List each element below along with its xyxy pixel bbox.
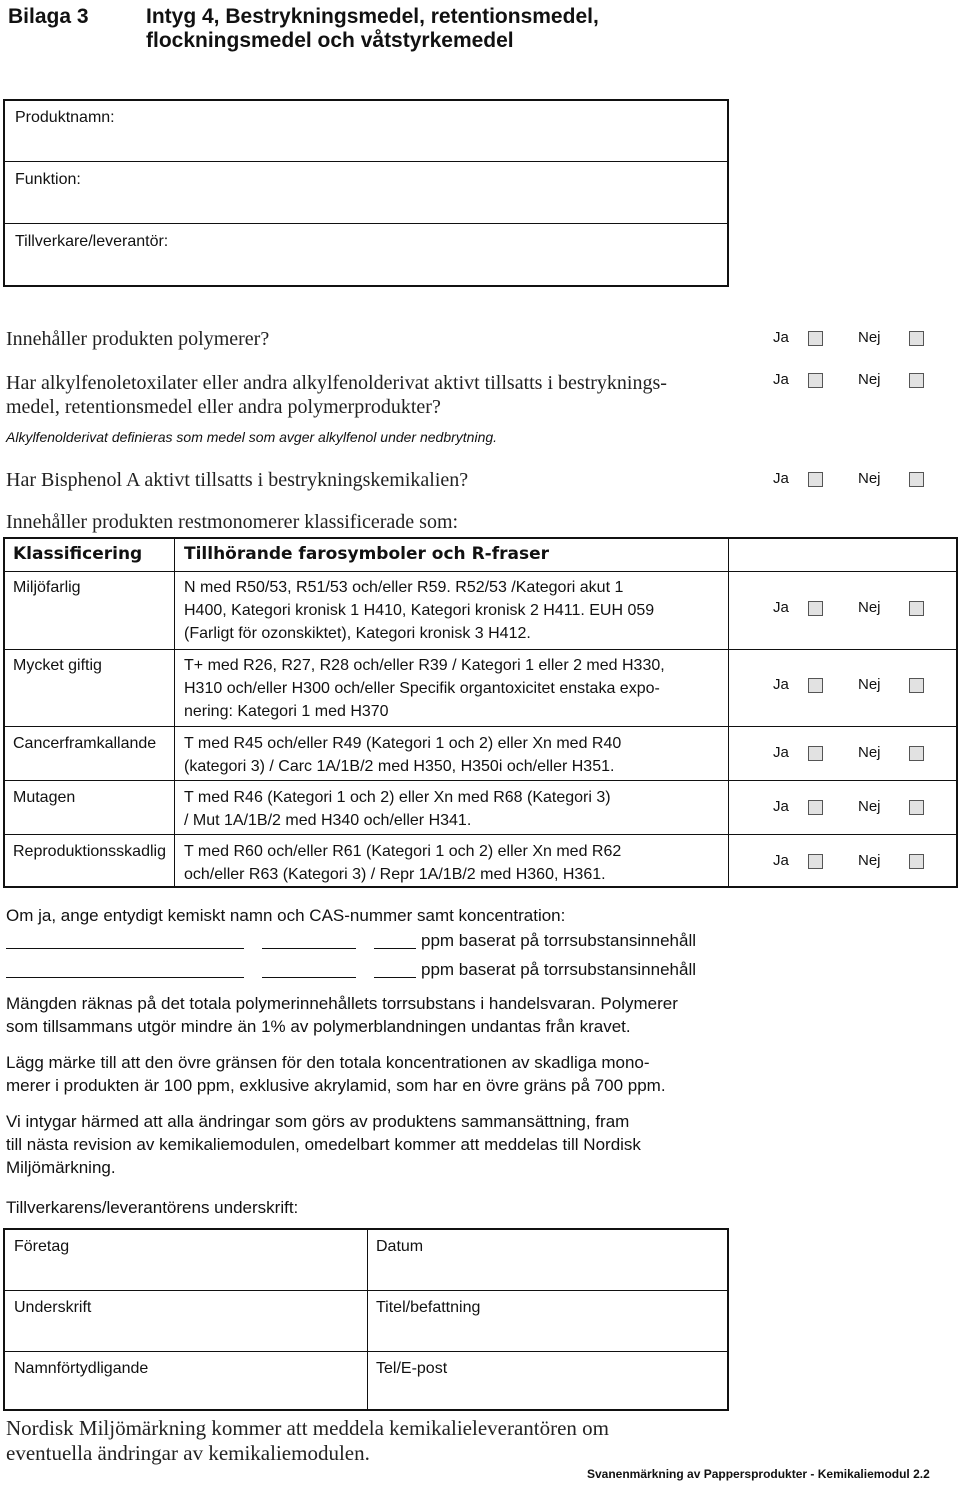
no-label: Nej (858, 329, 881, 346)
yes-label: Ja (773, 329, 789, 346)
column-header-symbols: Tillhörande farosymboler och R-fraser (184, 544, 549, 564)
chemical-name-field[interactable] (6, 948, 244, 949)
row-classification: Miljöfarlig (13, 579, 81, 596)
paragraph-line: Lägg märke till att den övre gränsen för den totala koncentrationen av skadliga mono- (6, 1053, 650, 1072)
alkylphenol-note: Alkylfenolderivat definieras som medel som avger alkylfenol under nedbrytning. (6, 429, 498, 445)
question-residual-monomers: Innehåller produkten restmonomerer klassificerade som: (6, 511, 459, 533)
row-classification: Mutagen (13, 789, 76, 806)
question-alkylphenol-line2: medel, retentionsmedel eller andra polymerprodukter? (6, 396, 441, 418)
yes-checkbox[interactable] (808, 373, 823, 388)
yes-checkbox[interactable] (808, 678, 823, 693)
appendix-label: Bilaga 3 (8, 5, 89, 28)
cas-prompt: Om ja, ange entydigt kemiskt namn och CAS-nummer samt koncentration: (6, 906, 566, 925)
row-text-line: nering: Kategori 1 med H370 (184, 703, 389, 720)
footer-note-line2: eventuella ändringar av kemikaliemodulen. (6, 1441, 370, 1465)
row-classification: Mycket giftig (13, 657, 102, 674)
product-name-field[interactable]: Produktnamn: (15, 109, 115, 126)
yes-label: Ja (773, 744, 789, 761)
paragraph-line: Miljömärkning. (6, 1158, 116, 1177)
no-checkbox[interactable] (909, 331, 924, 346)
chemical-name-field[interactable] (6, 977, 244, 978)
yes-checkbox[interactable] (808, 472, 823, 487)
row-text-line: / Mut 1A/1B/2 med H340 och/eller H341. (184, 812, 472, 829)
no-label: Nej (858, 852, 881, 869)
row-divider (5, 649, 956, 650)
phone-email-field[interactable]: Tel/E-post (376, 1360, 448, 1377)
row-text-line: (kategori 3) / Carc 1A/1B/2 med H350, H350i och/eller H351. (184, 758, 615, 775)
paragraph-line: Mängden räknas på det totala polymerinnehållets torrsubstans i handelsvaran. Polymerer (6, 994, 678, 1013)
row-divider (5, 1290, 727, 1291)
question-alkylphenol-line1: Har alkylfenoletoxilater eller andra alkylfenolderivat aktivt tillsatts i bestryknings- (6, 372, 667, 394)
row-divider (5, 834, 956, 835)
divider (5, 161, 727, 162)
date-field[interactable]: Datum (376, 1238, 424, 1255)
column-header-classification: Klassificering (13, 544, 143, 564)
row-divider (5, 726, 956, 727)
no-label: Nej (858, 371, 881, 388)
question-polymers: Innehåller produkten polymerer? (6, 328, 270, 350)
yes-label: Ja (773, 599, 789, 616)
yes-label: Ja (773, 676, 789, 693)
row-text-line: H400, Kategori kronisk 1 H410, Kategori kronisk 2 H411. EUH 059 (184, 602, 655, 619)
product-info-box (3, 99, 729, 287)
yes-checkbox[interactable] (808, 331, 823, 346)
signature-field[interactable]: Underskrift (14, 1299, 92, 1316)
no-label: Nej (858, 676, 881, 693)
function-field[interactable]: Funktion: (15, 171, 81, 188)
page-title-line2: flockningsmedel och våtstyrkemedel (146, 29, 514, 52)
yes-checkbox[interactable] (808, 800, 823, 815)
signature-heading: Tillverkarens/leverantörens underskrift: (6, 1198, 299, 1217)
no-checkbox[interactable] (909, 472, 924, 487)
row-text-line: T med R45 och/eller R49 (Kategori 1 och 2) eller Xn med R40 (184, 735, 622, 752)
paragraph-line: som tillsammans utgör mindre än 1% av polymerblandningen undantas från kravet. (6, 1017, 631, 1036)
no-checkbox[interactable] (909, 854, 924, 869)
concentration-field[interactable] (374, 948, 416, 949)
concentration-field[interactable] (374, 977, 416, 978)
no-label: Nej (858, 798, 881, 815)
row-classification: Reproduktionsskadlig (13, 843, 166, 860)
column-divider (367, 1230, 368, 1409)
yes-checkbox[interactable] (808, 746, 823, 761)
signature-box (3, 1228, 729, 1411)
row-classification: Cancerframkallande (13, 735, 157, 752)
ppm-label: ppm baserat på torrsubstansinnehåll (421, 960, 696, 979)
divider (5, 223, 727, 224)
title-field[interactable]: Titel/befattning (376, 1299, 481, 1316)
no-checkbox[interactable] (909, 746, 924, 761)
yes-label: Ja (773, 371, 789, 388)
ppm-label: ppm baserat på torrsubstansinnehåll (421, 931, 696, 950)
no-label: Nej (858, 599, 881, 616)
yes-checkbox[interactable] (808, 854, 823, 869)
no-label: Nej (858, 470, 881, 487)
question-bisphenol: Har Bisphenol A aktivt tillsatts i bestrykningskemikalien? (6, 469, 469, 491)
company-field[interactable]: Företag (14, 1238, 70, 1255)
printed-name-field[interactable]: Namnförtydligande (14, 1360, 149, 1377)
paragraph-line: till nästa revision av kemikaliemodulen, omedelbart kommer att meddelas till Nordisk (6, 1135, 641, 1154)
yes-label: Ja (773, 852, 789, 869)
footer-credit: Svanenmärkning av Pappersprodukter - Kemikaliemodul 2.2 (587, 1467, 930, 1481)
row-text-line: (Farligt för ozonskiktet), Kategori kronisk 3 H412. (184, 625, 531, 642)
header-divider (5, 571, 956, 572)
row-text-line: T med R60 och/eller R61 (Kategori 1 och 2) eller Xn med R62 (184, 843, 622, 860)
row-text-line: T+ med R26, R27, R28 och/eller R39 / Kategori 1 eller 2 med H330, (184, 657, 665, 674)
paragraph-line: Vi intygar härmed att alla ändringar som görs av produktens sammansättning, fram (6, 1112, 630, 1131)
manufacturer-field[interactable]: Tillverkare/leverantör: (15, 233, 169, 250)
row-divider (5, 1351, 727, 1352)
cas-number-field[interactable] (262, 977, 356, 978)
no-checkbox[interactable] (909, 373, 924, 388)
no-checkbox[interactable] (909, 601, 924, 616)
row-text-line: N med R50/53, R51/53 och/eller R59. R52/53 /Kategori akut 1 (184, 579, 624, 596)
no-checkbox[interactable] (909, 800, 924, 815)
row-text-line: och/eller R63 (Kategori 3) / Repr 1A/1B/2 med H360, H361. (184, 866, 606, 883)
yes-label: Ja (773, 470, 789, 487)
cas-number-field[interactable] (262, 948, 356, 949)
classification-table (3, 537, 958, 888)
footer-note-line1: Nordisk Miljömärkning kommer att meddela kemikalieleverantören om (6, 1416, 610, 1440)
paragraph-line: merer i produkten är 100 ppm, exklusive akrylamid, som har en övre gräns på 700 ppm. (6, 1076, 666, 1095)
yes-checkbox[interactable] (808, 601, 823, 616)
row-divider (5, 780, 956, 781)
yes-label: Ja (773, 798, 789, 815)
row-text-line: T med R46 (Kategori 1 och 2) eller Xn med R68 (Kategori 3) (184, 789, 611, 806)
no-checkbox[interactable] (909, 678, 924, 693)
page-title-line1: Intyg 4, Bestrykningsmedel, retentionsmedel, (146, 5, 599, 28)
row-text-line: H310 och/eller H300 och/eller Specifik organtoxicitet enstaka expo- (184, 680, 660, 697)
no-label: Nej (858, 744, 881, 761)
